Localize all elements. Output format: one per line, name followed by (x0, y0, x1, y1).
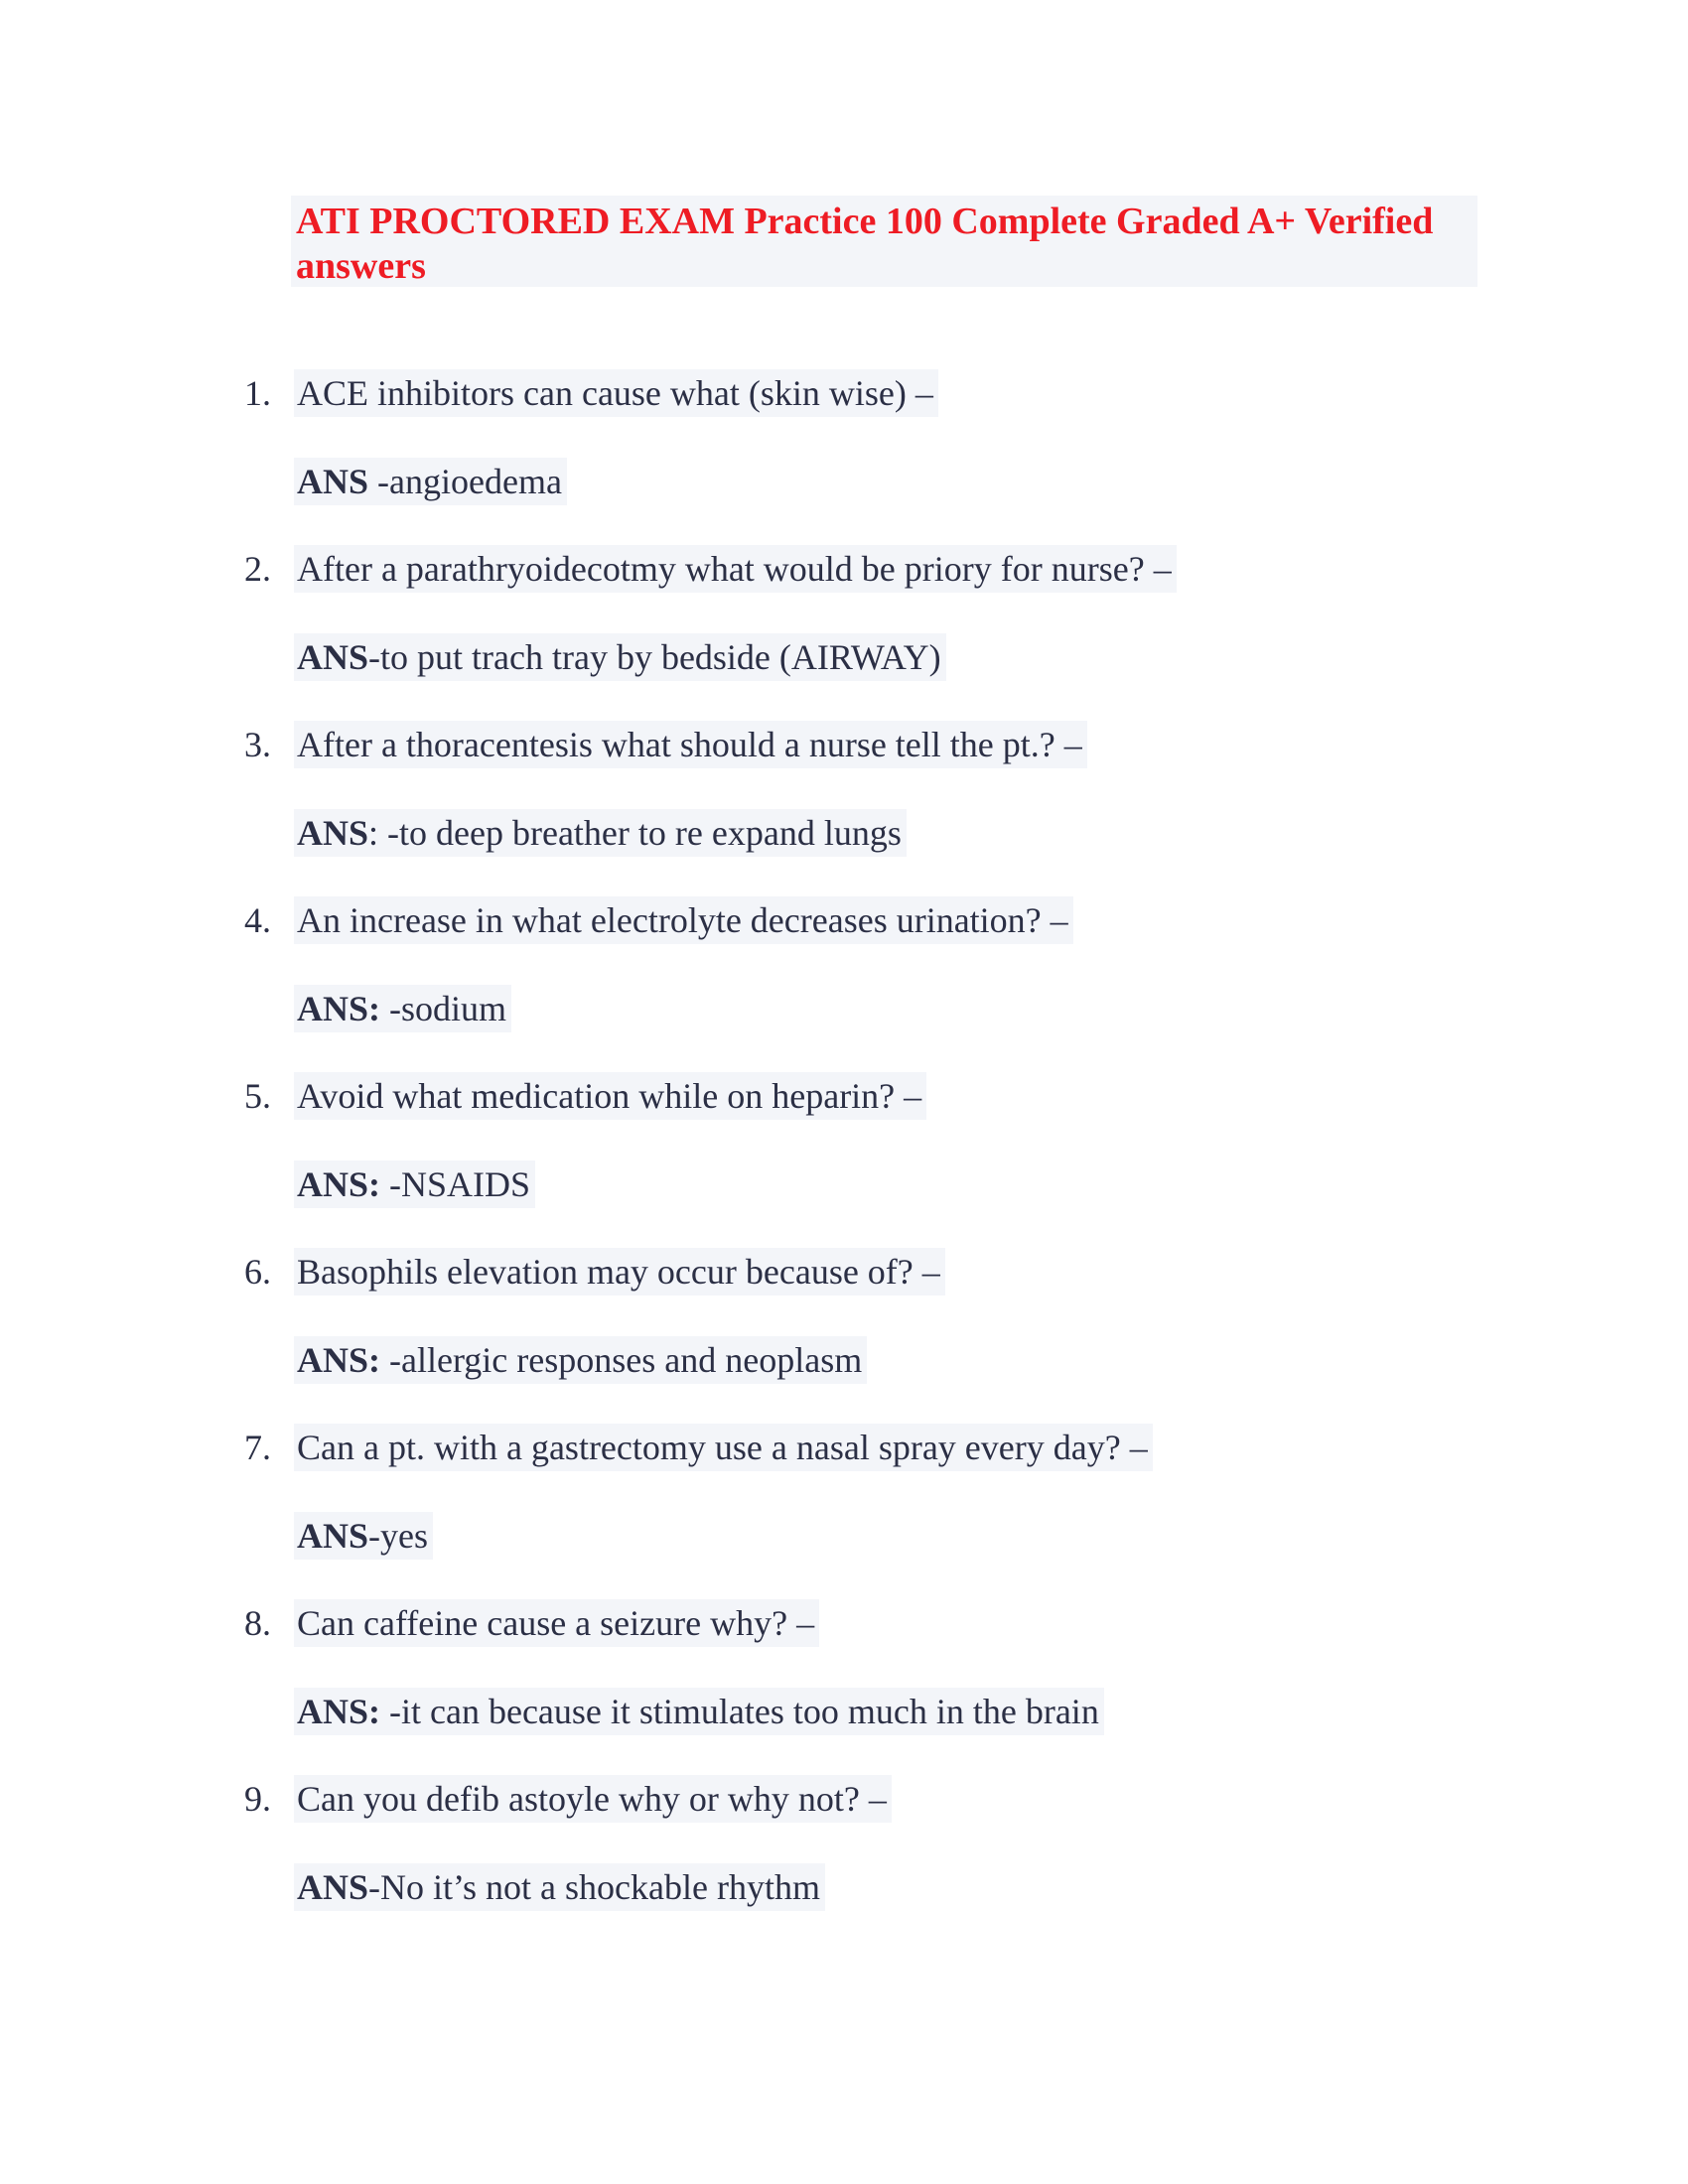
answer-line (294, 458, 567, 505)
answer-text: -it can because it stimulates too much in the brain (380, 1692, 1099, 1731)
answer-label: ANS: (297, 1164, 381, 1204)
answer-line (294, 1512, 433, 1560)
answer-label: ANS: (297, 989, 381, 1028)
answer-text: -yes (368, 1516, 429, 1556)
question-text: After a parathryoidecotmy what would be priory for nurse? – (294, 545, 1177, 593)
list-item (0, 1424, 1688, 1592)
answer-line (294, 1160, 535, 1208)
answer-line (294, 809, 907, 857)
answer-text: -angioedema (368, 462, 562, 501)
list-item (0, 1072, 1688, 1241)
list-item (0, 1248, 1688, 1417)
answer-text: -to put trach tray by bedside (AIRWAY) (368, 637, 941, 677)
question-number: 6. (244, 1252, 271, 1292)
answer-text: -allergic responses and neoplasm (380, 1340, 863, 1380)
question-number: 5. (244, 1076, 271, 1116)
answer-text: -sodium (380, 989, 507, 1028)
list-item (0, 721, 1688, 889)
question-text: An increase in what electrolyte decreases urination? – (294, 896, 1073, 944)
question-text: Can you defib astoyle why or why not? – (294, 1775, 892, 1823)
question-text: Can a pt. with a gastrectomy use a nasal spray every day? – (294, 1424, 1153, 1471)
answer-label: ANS (297, 813, 369, 853)
answer-text: : -to deep breather to re expand lungs (368, 813, 902, 853)
list-item (0, 896, 1688, 1065)
answer-label: ANS: (297, 1692, 381, 1731)
answer-label: ANS: (297, 1340, 381, 1380)
list-item (0, 1599, 1688, 1768)
list-item (0, 545, 1688, 714)
question-text: ACE inhibitors can cause what (skin wise) – (294, 369, 938, 417)
question-number: 4. (244, 900, 271, 940)
question-text: After a thoracentesis what should a nurse tell the pt.? – (294, 721, 1087, 768)
question-number: 7. (244, 1428, 271, 1467)
question-number: 1. (244, 373, 271, 413)
answer-line (294, 1688, 1104, 1735)
question-number: 9. (244, 1779, 271, 1819)
answer-label: ANS (297, 462, 369, 501)
answer-label: ANS (297, 637, 369, 677)
answer-line (294, 1863, 825, 1911)
answer-text: -No it’s not a shockable rhythm (368, 1867, 820, 1907)
answer-line (294, 633, 946, 681)
document-title: ATI PROCTORED EXAM Practice 100 Complete Graded A+ Verified answers (296, 201, 1434, 287)
list-item (0, 369, 1688, 538)
question-number: 8. (244, 1603, 271, 1643)
question-number: 2. (244, 549, 271, 589)
question-text: Can caffeine cause a seizure why? – (294, 1599, 819, 1647)
answer-line (294, 985, 511, 1032)
answer-line (294, 1336, 867, 1384)
answer-label: ANS (297, 1867, 369, 1907)
question-text: Avoid what medication while on heparin? – (294, 1072, 926, 1120)
list-item (0, 1775, 1688, 1944)
question-number: 3. (244, 725, 271, 764)
question-text: Basophils elevation may occur because of? – (294, 1248, 945, 1296)
answer-text: -NSAIDS (380, 1164, 531, 1204)
answer-label: ANS (297, 1516, 369, 1556)
